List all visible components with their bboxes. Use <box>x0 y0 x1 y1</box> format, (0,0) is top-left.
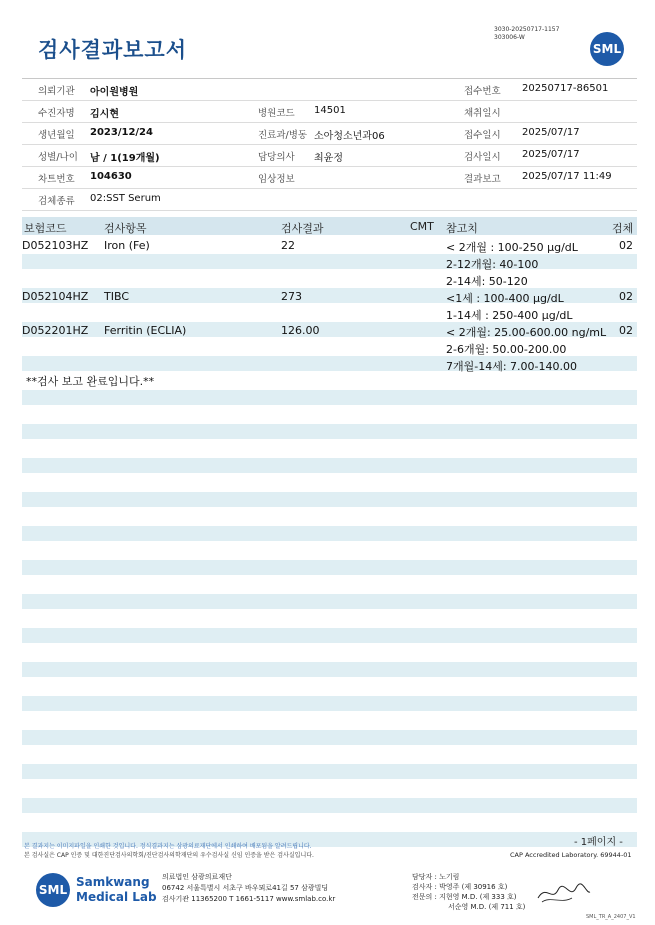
result-item: Iron (Fe) <box>104 239 150 252</box>
clinical-info-label: 임상정보 <box>258 174 295 185</box>
signature-icon <box>536 880 592 906</box>
document-code <box>494 26 559 42</box>
result-code: D052201HZ <box>22 324 89 337</box>
report-date-value: 2025/07/17 11:49 <box>522 171 612 182</box>
doctor-value: 최윤정 <box>314 153 343 164</box>
row-stripe <box>22 424 637 439</box>
info-row-2 <box>22 101 637 123</box>
row-stripe <box>22 390 637 405</box>
row-stripe <box>22 730 637 745</box>
dept-label: 진료과/병동 <box>258 130 308 141</box>
result-ref-line: 2-6개월: 50.00-200.00 <box>446 343 567 356</box>
staff-manager: 담당자 : 노기림 <box>412 873 460 881</box>
row-stripe <box>22 594 637 609</box>
test-date-value: 2025/07/17 <box>522 149 580 160</box>
result-value: 126.00 <box>281 324 320 337</box>
result-specimen: 02 <box>619 239 633 252</box>
lab-address-block <box>162 872 335 905</box>
receipt-date-value: 2025/07/17 <box>522 127 580 138</box>
header-specimen: 검체 <box>612 222 634 235</box>
sml-logo: SML <box>590 32 624 66</box>
document-code-line1: 3030-20250717-1157 <box>494 26 560 33</box>
row-stripe <box>22 254 637 269</box>
info-row-4 <box>22 145 637 167</box>
result-ref-line: 2-14세: 50-120 <box>446 275 528 288</box>
result-ref-line: < 2개월 : 100-250 μg/dL <box>446 241 578 254</box>
header-item: 검사항목 <box>104 222 147 235</box>
result-ref-line: < 2개월: 25.00-600.00 ng/mL <box>446 326 607 339</box>
inst-value: 아이원병원 <box>90 87 139 98</box>
specimen-type-value: 02:SST Serum <box>90 193 161 204</box>
lab-name-line1: Samkwang <box>76 875 150 889</box>
cap-accreditation: CAP Accredited Laboratory. 69944-01 <box>510 851 632 859</box>
row-stripe <box>22 526 637 541</box>
sex-age-label: 성별/나이 <box>38 152 78 163</box>
staff-tester: 검사자 : 박영주 (제 30916 호) <box>412 883 508 891</box>
lab-name-line2: Medical Lab <box>76 890 157 904</box>
header-cmt: CMT <box>410 220 434 233</box>
info-row-5 <box>22 167 637 189</box>
hospital-code-value: 14501 <box>314 105 346 116</box>
doctor-label: 담당의사 <box>258 152 295 163</box>
result-item: Ferritin (ECLIA) <box>104 324 187 337</box>
print-notice: 본 결과지는 이미지파일을 인쇄한 것입니다. 정식결과지는 삼광의료재단에서 인쇄하여 배포됨을 알려드립니다. <box>24 843 312 850</box>
info-row-6 <box>22 189 637 211</box>
completion-note: **검사 보고 완료입니다.** <box>26 375 155 388</box>
result-ref-line: 2-12개월: 40-100 <box>446 258 539 271</box>
header-result: 검사결과 <box>281 222 324 235</box>
test-date-label: 검사일시 <box>464 152 501 163</box>
birth-value: 2023/12/24 <box>90 127 153 138</box>
receipt-no-label: 접수번호 <box>464 86 501 97</box>
report-date-label: 결과보고 <box>464 174 501 185</box>
hospital-code-label: 병원코드 <box>258 108 295 119</box>
row-stripe <box>22 560 637 575</box>
result-value: 22 <box>281 239 295 252</box>
receipt-no-value: 20250717-86501 <box>522 83 609 94</box>
receipt-date-label: 접수일시 <box>464 130 501 141</box>
row-stripe <box>22 628 637 643</box>
sex-age-value: 남 / 1(19개월) <box>90 153 160 164</box>
results-header <box>22 217 637 235</box>
chart-no-value: 104630 <box>90 171 132 182</box>
row-stripe <box>22 696 637 711</box>
lab-foundation: 의료법인 삼광의료재단 <box>162 873 232 881</box>
cap-notice: 본 검사실은 CAP 인증 및 대한진단검사의학회/진단검사의학재단의 우수검사실 신임 인증을 받은 검사실입니다. <box>24 852 314 859</box>
result-code: D052103HZ <box>22 239 89 252</box>
report-title: 검사결과보고서 <box>38 38 188 62</box>
info-row-3 <box>22 123 637 145</box>
document-code-line2: 303006-W <box>494 34 525 41</box>
page-number: - 1페이지 - <box>574 837 623 848</box>
row-stripe <box>22 458 637 473</box>
result-item: TIBC <box>104 290 129 303</box>
name-label: 수진자명 <box>38 108 75 119</box>
info-row-1 <box>22 79 637 101</box>
row-stripe <box>22 662 637 677</box>
lab-name <box>76 875 157 905</box>
chart-no-label: 차트번호 <box>38 174 75 185</box>
patient-info-table <box>22 78 637 211</box>
name-value: 김시현 <box>90 109 119 120</box>
lab-logo: SML <box>36 873 70 907</box>
birth-label: 생년월일 <box>38 130 75 141</box>
result-specimen: 02 <box>619 324 633 337</box>
staff-specialist-2: 서순영 M.D. (제 711 호) <box>448 903 526 911</box>
header-ref: 참고치 <box>446 222 478 235</box>
inst-label: 의뢰기관 <box>38 86 75 97</box>
collect-date-label: 채취일시 <box>464 108 501 119</box>
staff-specialist-1: 전문의 : 지현영 M.D. (제 333 호) <box>412 893 517 901</box>
header-code: 보험코드 <box>24 222 67 235</box>
specimen-type-label: 검체종류 <box>38 196 75 207</box>
result-specimen: 02 <box>619 290 633 303</box>
staff-block <box>412 872 525 912</box>
row-stripe <box>22 764 637 779</box>
row-stripe <box>22 492 637 507</box>
form-code: SML_TR_A_2407_V1 <box>586 914 636 920</box>
result-value: 273 <box>281 290 302 303</box>
row-stripe <box>22 798 637 813</box>
result-ref-line: 1-14세 : 250-400 μg/dL <box>446 309 573 322</box>
dept-value: 소아청소년과06 <box>314 131 385 142</box>
result-ref-line: <1세 : 100-400 μg/dL <box>446 292 564 305</box>
lab-contact: 검사기관 11365200 T 1661-5117 www.smlab.co.kr <box>162 895 336 903</box>
result-ref-line: 7개월-14세: 7.00-140.00 <box>446 360 577 373</box>
result-code: D052104HZ <box>22 290 89 303</box>
lab-address: 06742 서울특별시 서초구 바우뫼로41길 57 삼광빌딩 <box>162 884 329 892</box>
